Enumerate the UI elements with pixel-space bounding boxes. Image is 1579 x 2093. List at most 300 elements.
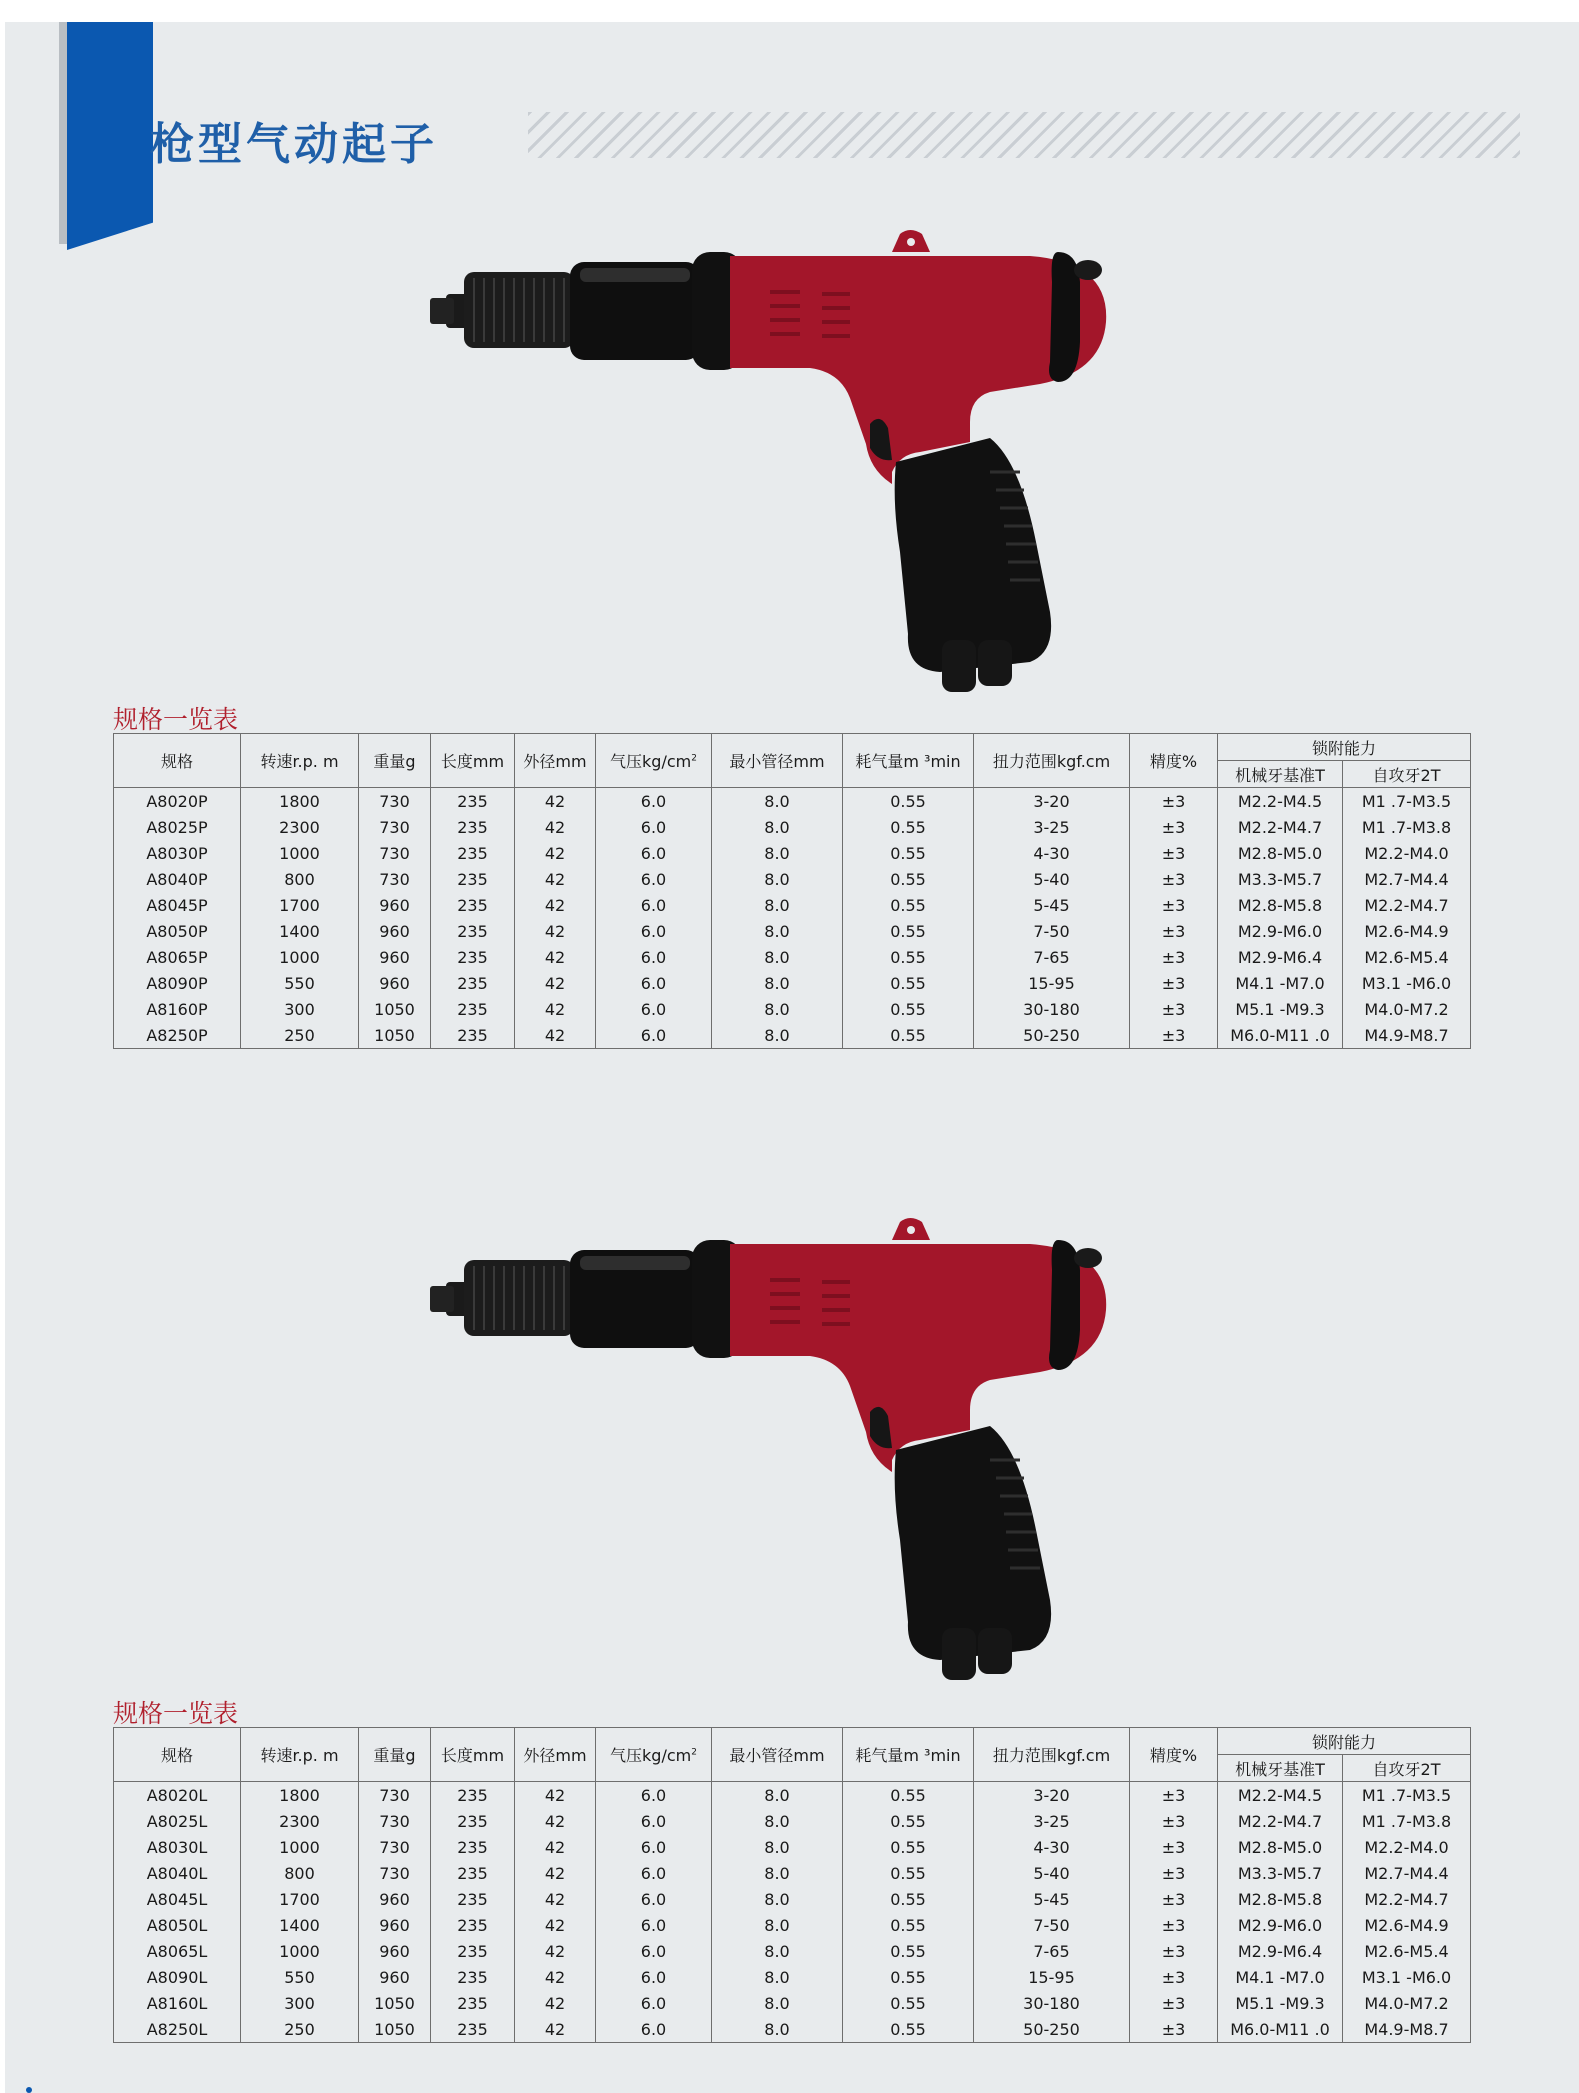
- col-length: 长度mm: [431, 1728, 515, 1782]
- table-cell: 4-30: [974, 1834, 1130, 1860]
- pistol-screwdriver-image-l: [430, 1210, 1120, 1680]
- col-machine-thread: 机械牙基准T: [1218, 1755, 1343, 1782]
- table-cell: 42: [515, 1022, 596, 1049]
- col-speed: 转速r.p. m: [241, 1728, 359, 1782]
- table-row: [114, 866, 1471, 892]
- table-cell: 42: [515, 840, 596, 866]
- table-cell: 6.0: [596, 840, 712, 866]
- table-cell: 235: [431, 788, 515, 815]
- table-cell: ±3: [1130, 1782, 1218, 1809]
- table-cell: M2.2-M4.5: [1218, 1782, 1343, 1809]
- table-cell: 42: [515, 1990, 596, 2016]
- table-cell: M2.2-M4.7: [1218, 1808, 1343, 1834]
- col-diameter: 外径mm: [515, 1728, 596, 1782]
- table-cell: 0.55: [843, 918, 974, 944]
- table-cell: M4.1 -M7.0: [1218, 1964, 1343, 1990]
- table-cell: M1 .7-M3.5: [1343, 788, 1471, 815]
- table-cell: 235: [431, 996, 515, 1022]
- table-cell: ±3: [1130, 996, 1218, 1022]
- table-cell: ±3: [1130, 1886, 1218, 1912]
- table-cell: ±3: [1130, 1990, 1218, 2016]
- table-cell: M2.7-M4.4: [1343, 1860, 1471, 1886]
- table-cell: A8090P: [114, 970, 241, 996]
- table-row: [114, 2016, 1471, 2043]
- table-cell: 6.0: [596, 1886, 712, 1912]
- table-cell: 8.0: [712, 892, 843, 918]
- table-cell: 235: [431, 1022, 515, 1049]
- table-cell: 0.55: [843, 1834, 974, 1860]
- table-cell: M1 .7-M3.8: [1343, 814, 1471, 840]
- col-self-tap: 自攻牙2T: [1343, 761, 1471, 788]
- col-weight: 重量g: [359, 1728, 431, 1782]
- table-cell: 6.0: [596, 1834, 712, 1860]
- table-cell: 235: [431, 1860, 515, 1886]
- table-cell: 1700: [241, 892, 359, 918]
- table-cell: ±3: [1130, 1834, 1218, 1860]
- col-torque: 扭力范围kgf.cm: [974, 734, 1130, 788]
- table-cell: 1000: [241, 944, 359, 970]
- table-cell: 730: [359, 1808, 431, 1834]
- table-cell: 0.55: [843, 814, 974, 840]
- table-cell: 8.0: [712, 944, 843, 970]
- table-cell: 3-20: [974, 788, 1130, 815]
- table-cell: M2.6-M5.4: [1343, 1938, 1471, 1964]
- table-cell: ±3: [1130, 814, 1218, 840]
- table-cell: 42: [515, 788, 596, 815]
- col-pressure-sup: 2: [691, 1747, 697, 1758]
- table-row: [114, 1912, 1471, 1938]
- table-cell: 3-25: [974, 814, 1130, 840]
- table-cell: 1800: [241, 1782, 359, 1809]
- col-pressure: [596, 1728, 712, 1782]
- table-cell: 6.0: [596, 1808, 712, 1834]
- table-cell: 5-40: [974, 1860, 1130, 1886]
- table-cell: 6.0: [596, 1022, 712, 1049]
- col-accuracy: 精度%: [1130, 1728, 1218, 1782]
- table-cell: 235: [431, 2016, 515, 2043]
- table-cell: 235: [431, 944, 515, 970]
- table-cell: A8090L: [114, 1964, 241, 1990]
- col-machine-thread: 机械牙基准T: [1218, 761, 1343, 788]
- table-cell: 42: [515, 1834, 596, 1860]
- table-cell: M1 .7-M3.8: [1343, 1808, 1471, 1834]
- table-cell: 5-45: [974, 1886, 1130, 1912]
- table-cell: 0.55: [843, 944, 974, 970]
- table-cell: M6.0-M11 .0: [1218, 1022, 1343, 1049]
- table-cell: 7-65: [974, 944, 1130, 970]
- table-cell: 960: [359, 892, 431, 918]
- table-cell: 1700: [241, 1886, 359, 1912]
- table-cell: 50-250: [974, 1022, 1130, 1049]
- table-cell: 730: [359, 840, 431, 866]
- table-cell: 550: [241, 1964, 359, 1990]
- table-cell: A8250P: [114, 1022, 241, 1049]
- table-cell: A8160L: [114, 1990, 241, 2016]
- table-row: [114, 996, 1471, 1022]
- table-cell: 730: [359, 1860, 431, 1886]
- table-cell: 6.0: [596, 866, 712, 892]
- section-title-p: 规格一览表: [113, 705, 239, 734]
- table-cell: 42: [515, 970, 596, 996]
- table-cell: ±3: [1130, 788, 1218, 815]
- table-cell: M2.8-M5.8: [1218, 892, 1343, 918]
- table-row: [114, 1990, 1471, 2016]
- table-cell: 1800: [241, 788, 359, 815]
- col-hose: 最小管径mm: [712, 1728, 843, 1782]
- table-cell: A8050L: [114, 1912, 241, 1938]
- table-cell: M4.0-M7.2: [1343, 996, 1471, 1022]
- table-cell: 6.0: [596, 814, 712, 840]
- table-cell: A8040P: [114, 866, 241, 892]
- table-cell: 6.0: [596, 1938, 712, 1964]
- table-cell: 42: [515, 1886, 596, 1912]
- table-cell: 235: [431, 1808, 515, 1834]
- table-row: [114, 918, 1471, 944]
- table-cell: M2.2-M4.7: [1343, 892, 1471, 918]
- table-cell: A8045L: [114, 1886, 241, 1912]
- table-cell: 7-50: [974, 918, 1130, 944]
- table-cell: 8.0: [712, 814, 843, 840]
- table-cell: A8030L: [114, 1834, 241, 1860]
- table-cell: 8.0: [712, 996, 843, 1022]
- table-cell: 50-250: [974, 2016, 1130, 2043]
- spec-table-l: [113, 1727, 1471, 2043]
- table-cell: 42: [515, 918, 596, 944]
- table-cell: 730: [359, 866, 431, 892]
- col-torque: 扭力范围kgf.cm: [974, 1728, 1130, 1782]
- table-cell: 300: [241, 996, 359, 1022]
- table-cell: 42: [515, 1938, 596, 1964]
- table-cell: M4.0-M7.2: [1343, 1990, 1471, 2016]
- table-cell: 0.55: [843, 1782, 974, 1809]
- table-cell: 0.55: [843, 788, 974, 815]
- table-cell: 42: [515, 1964, 596, 1990]
- table-row: [114, 840, 1471, 866]
- table-cell: 960: [359, 1938, 431, 1964]
- table-cell: 30-180: [974, 1990, 1130, 2016]
- table-cell: ±3: [1130, 970, 1218, 996]
- table-cell: 42: [515, 996, 596, 1022]
- col-speed: 转速r.p. m: [241, 734, 359, 788]
- table-cell: 42: [515, 2016, 596, 2043]
- col-length: 长度mm: [431, 734, 515, 788]
- table-cell: 960: [359, 970, 431, 996]
- col-capacity: 锁附能力: [1218, 734, 1471, 761]
- table-cell: 8.0: [712, 1860, 843, 1886]
- table-cell: 0.55: [843, 1022, 974, 1049]
- col-capacity: 锁附能力: [1218, 1728, 1471, 1755]
- table-cell: 15-95: [974, 970, 1130, 996]
- table-cell: 0.55: [843, 1886, 974, 1912]
- table-cell: 235: [431, 1782, 515, 1809]
- table-cell: 42: [515, 1860, 596, 1886]
- table-cell: 42: [515, 1782, 596, 1809]
- table-cell: M4.9-M8.7: [1343, 1022, 1471, 1049]
- col-diameter: 外径mm: [515, 734, 596, 788]
- table-cell: A8065P: [114, 944, 241, 970]
- table-cell: M2.2-M4.5: [1218, 788, 1343, 815]
- table-cell: M6.0-M11 .0: [1218, 2016, 1343, 2043]
- table-cell: 6.0: [596, 944, 712, 970]
- table-cell: 8.0: [712, 788, 843, 815]
- col-pressure-sup: 2: [691, 753, 697, 764]
- table-cell: ±3: [1130, 866, 1218, 892]
- table-cell: ±3: [1130, 918, 1218, 944]
- table-cell: 0.55: [843, 1938, 974, 1964]
- col-air: 耗气量m ³min: [843, 734, 974, 788]
- table-row: [114, 788, 1471, 815]
- table-cell: A8160P: [114, 996, 241, 1022]
- table-cell: 8.0: [712, 1022, 843, 1049]
- table-cell: 8.0: [712, 1808, 843, 1834]
- table-cell: 250: [241, 1022, 359, 1049]
- table-cell: 1050: [359, 1022, 431, 1049]
- pistol-screwdriver-p: [430, 230, 1106, 692]
- table-cell: 235: [431, 1886, 515, 1912]
- table-cell: ±3: [1130, 1964, 1218, 1990]
- table-cell: M2.9-M6.4: [1218, 1938, 1343, 1964]
- table-cell: 2300: [241, 1808, 359, 1834]
- table-cell: 8.0: [712, 840, 843, 866]
- table-cell: A8050P: [114, 918, 241, 944]
- table-cell: 8.0: [712, 1990, 843, 2016]
- table-cell: 2300: [241, 814, 359, 840]
- table-cell: 6.0: [596, 996, 712, 1022]
- table-cell: 42: [515, 1808, 596, 1834]
- table-cell: ±3: [1130, 1022, 1218, 1049]
- table-cell: A8065L: [114, 1938, 241, 1964]
- table-cell: A8025P: [114, 814, 241, 840]
- table-cell: 8.0: [712, 1782, 843, 1809]
- table-cell: 1400: [241, 1912, 359, 1938]
- col-weight: 重量g: [359, 734, 431, 788]
- table-row: [114, 1964, 1471, 1990]
- table-cell: 42: [515, 892, 596, 918]
- section-title-l: 规格一览表: [113, 1699, 239, 1728]
- table-cell: M3.1 -M6.0: [1343, 970, 1471, 996]
- table-cell: M4.9-M8.7: [1343, 2016, 1471, 2043]
- table-cell: 0.55: [843, 840, 974, 866]
- table-cell: 1050: [359, 996, 431, 1022]
- table-cell: 0.55: [843, 892, 974, 918]
- table-cell: 1050: [359, 2016, 431, 2043]
- table-cell: M5.1 -M9.3: [1218, 1990, 1343, 2016]
- table-cell: 6.0: [596, 2016, 712, 2043]
- table-cell: 5-45: [974, 892, 1130, 918]
- table-cell: A8040L: [114, 1860, 241, 1886]
- header-hatch-decoration: [528, 112, 1520, 158]
- table-cell: 960: [359, 918, 431, 944]
- table-cell: 235: [431, 866, 515, 892]
- table-row: [114, 892, 1471, 918]
- table-cell: M2.8-M5.0: [1218, 840, 1343, 866]
- table-cell: 42: [515, 814, 596, 840]
- table-cell: 30-180: [974, 996, 1130, 1022]
- table-cell: ±3: [1130, 1860, 1218, 1886]
- table-cell: 235: [431, 1938, 515, 1964]
- table-cell: 1050: [359, 1990, 431, 2016]
- table-cell: ±3: [1130, 944, 1218, 970]
- table-cell: 300: [241, 1990, 359, 2016]
- table-cell: 730: [359, 814, 431, 840]
- table-cell: 42: [515, 944, 596, 970]
- header-tab: [67, 22, 153, 250]
- table-cell: 8.0: [712, 866, 843, 892]
- table-cell: 15-95: [974, 1964, 1130, 1990]
- table-cell: 235: [431, 1964, 515, 1990]
- table-cell: 0.55: [843, 1912, 974, 1938]
- table-cell: 6.0: [596, 1990, 712, 2016]
- table-cell: M2.9-M6.0: [1218, 1912, 1343, 1938]
- table-cell: 6.0: [596, 970, 712, 996]
- table-cell: 960: [359, 1912, 431, 1938]
- table-cell: 0.55: [843, 1860, 974, 1886]
- table-cell: M4.1 -M7.0: [1218, 970, 1343, 996]
- table-cell: M1 .7-M3.5: [1343, 1782, 1471, 1809]
- table-cell: 235: [431, 814, 515, 840]
- table-cell: A8020L: [114, 1782, 241, 1809]
- corner-dot-decoration: [26, 2087, 32, 2093]
- table-cell: 800: [241, 866, 359, 892]
- table-cell: 235: [431, 1990, 515, 2016]
- table-cell: 6.0: [596, 1964, 712, 1990]
- table-cell: 6.0: [596, 1782, 712, 1809]
- table-cell: 6.0: [596, 892, 712, 918]
- table-cell: 0.55: [843, 866, 974, 892]
- table-cell: 1000: [241, 840, 359, 866]
- table-cell: 730: [359, 788, 431, 815]
- table-cell: M2.2-M4.7: [1343, 1886, 1471, 1912]
- table-cell: 960: [359, 1886, 431, 1912]
- col-pressure: [596, 734, 712, 788]
- table-cell: 8.0: [712, 918, 843, 944]
- table-row: [114, 1022, 1471, 1049]
- table-row: [114, 1938, 1471, 1964]
- table-cell: 7-50: [974, 1912, 1130, 1938]
- pistol-screwdriver-image-p: [430, 222, 1120, 692]
- table-cell: 8.0: [712, 1938, 843, 1964]
- table-cell: A8030P: [114, 840, 241, 866]
- table-cell: 960: [359, 944, 431, 970]
- table-cell: M2.6-M4.9: [1343, 1912, 1471, 1938]
- table-row: [114, 1886, 1471, 1912]
- table-cell: 6.0: [596, 1912, 712, 1938]
- table-cell: 250: [241, 2016, 359, 2043]
- table-cell: ±3: [1130, 2016, 1218, 2043]
- table-cell: M2.7-M4.4: [1343, 866, 1471, 892]
- pistol-screwdriver-l: [430, 1218, 1106, 1680]
- table-cell: 0.55: [843, 996, 974, 1022]
- spec-table-header: [114, 734, 1471, 788]
- table-cell: 1000: [241, 1938, 359, 1964]
- spec-table-p: [113, 733, 1471, 1049]
- table-cell: 42: [515, 866, 596, 892]
- table-row: [114, 1808, 1471, 1834]
- table-cell: ±3: [1130, 892, 1218, 918]
- table-cell: A8025L: [114, 1808, 241, 1834]
- table-cell: 960: [359, 1964, 431, 1990]
- col-air: 耗气量m ³min: [843, 1728, 974, 1782]
- table-cell: M3.3-M5.7: [1218, 1860, 1343, 1886]
- col-pressure-label: 气压kg/cm: [610, 752, 692, 771]
- table-cell: 0.55: [843, 970, 974, 996]
- table-cell: 8.0: [712, 1964, 843, 1990]
- spec-table-body: [114, 1782, 1471, 2043]
- table-cell: 730: [359, 1834, 431, 1860]
- table-cell: 1400: [241, 918, 359, 944]
- table-cell: M3.1 -M6.0: [1343, 1964, 1471, 1990]
- spec-table-body: [114, 788, 1471, 1049]
- table-cell: 730: [359, 1782, 431, 1809]
- table-row: [114, 970, 1471, 996]
- table-cell: ±3: [1130, 840, 1218, 866]
- page-title: 枪型气动起子: [150, 119, 438, 170]
- table-cell: 7-65: [974, 1938, 1130, 1964]
- table-cell: 42: [515, 1912, 596, 1938]
- table-cell: 550: [241, 970, 359, 996]
- table-cell: 235: [431, 1912, 515, 1938]
- table-cell: 3-25: [974, 1808, 1130, 1834]
- table-cell: M2.2-M4.7: [1218, 814, 1343, 840]
- table-cell: A8250L: [114, 2016, 241, 2043]
- table-cell: ±3: [1130, 1808, 1218, 1834]
- table-cell: 0.55: [843, 2016, 974, 2043]
- table-cell: 6.0: [596, 788, 712, 815]
- table-cell: 8.0: [712, 1886, 843, 1912]
- table-cell: 0.55: [843, 1964, 974, 1990]
- table-cell: 8.0: [712, 970, 843, 996]
- table-cell: M2.6-M4.9: [1343, 918, 1471, 944]
- table-cell: A8020P: [114, 788, 241, 815]
- table-cell: 235: [431, 970, 515, 996]
- spec-table-header: [114, 1728, 1471, 1782]
- table-cell: M5.1 -M9.3: [1218, 996, 1343, 1022]
- table-row: [114, 814, 1471, 840]
- col-pressure-label: 气压kg/cm: [610, 1746, 692, 1765]
- table-cell: 800: [241, 1860, 359, 1886]
- table-cell: 235: [431, 918, 515, 944]
- table-cell: A8045P: [114, 892, 241, 918]
- table-cell: 4-30: [974, 840, 1130, 866]
- table-cell: M2.2-M4.0: [1343, 1834, 1471, 1860]
- table-row: [114, 1782, 1471, 1809]
- table-cell: 6.0: [596, 1860, 712, 1886]
- table-row: [114, 944, 1471, 970]
- table-row: [114, 1860, 1471, 1886]
- col-accuracy: 精度%: [1130, 734, 1218, 788]
- table-cell: 0.55: [843, 1990, 974, 2016]
- col-model: 规格: [114, 734, 241, 788]
- table-cell: M2.2-M4.0: [1343, 840, 1471, 866]
- table-cell: M2.8-M5.0: [1218, 1834, 1343, 1860]
- table-cell: M2.9-M6.4: [1218, 944, 1343, 970]
- table-cell: 235: [431, 892, 515, 918]
- table-cell: ±3: [1130, 1938, 1218, 1964]
- table-cell: 8.0: [712, 1912, 843, 1938]
- table-cell: 235: [431, 1834, 515, 1860]
- table-row: [114, 1834, 1471, 1860]
- table-cell: M3.3-M5.7: [1218, 866, 1343, 892]
- table-cell: 8.0: [712, 2016, 843, 2043]
- table-cell: 0.55: [843, 1808, 974, 1834]
- table-cell: 8.0: [712, 1834, 843, 1860]
- table-cell: 235: [431, 840, 515, 866]
- table-cell: 1000: [241, 1834, 359, 1860]
- col-model: 规格: [114, 1728, 241, 1782]
- table-cell: M2.9-M6.0: [1218, 918, 1343, 944]
- col-self-tap: 自攻牙2T: [1343, 1755, 1471, 1782]
- table-cell: ±3: [1130, 1912, 1218, 1938]
